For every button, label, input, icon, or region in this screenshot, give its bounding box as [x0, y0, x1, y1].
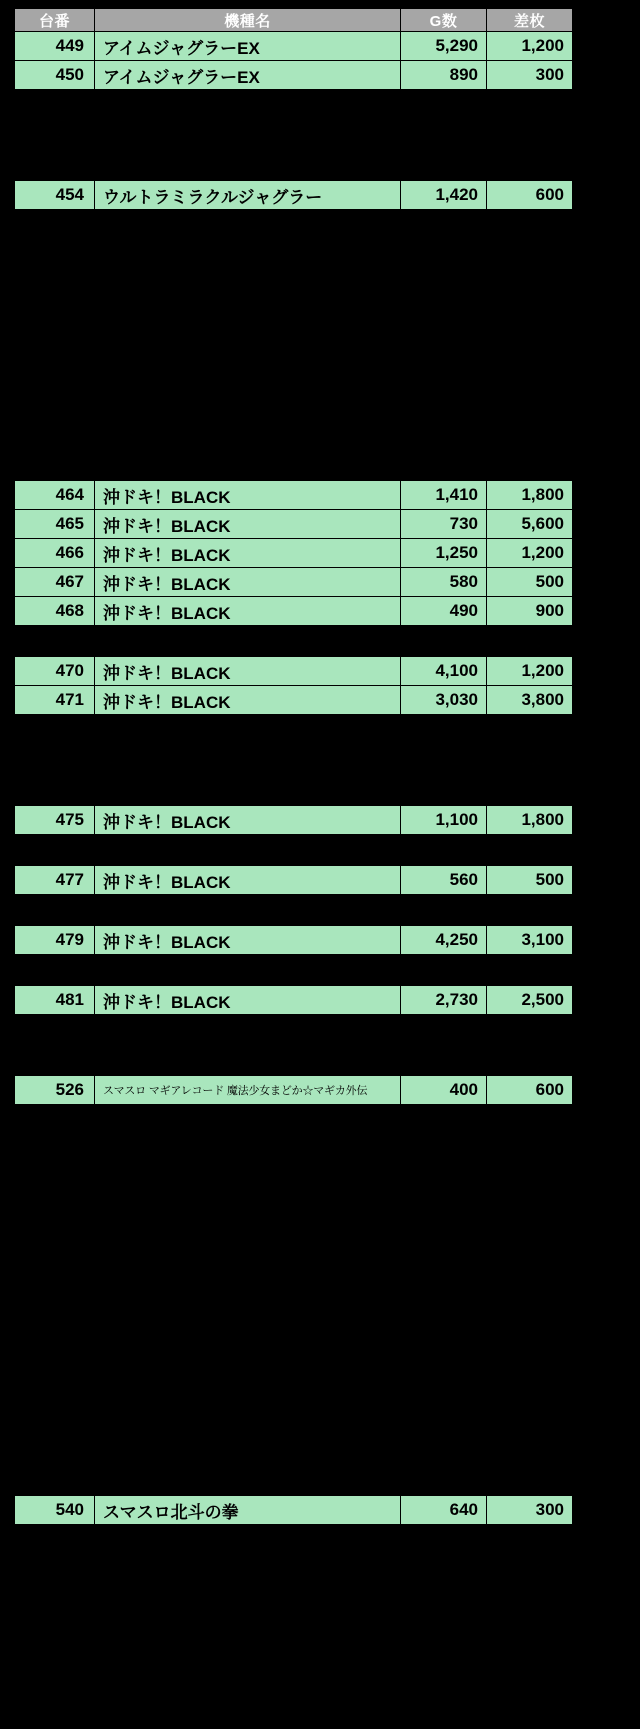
cell-machine-number: 479: [15, 926, 95, 955]
empty-spacer-cell: [15, 1255, 573, 1285]
empty-spacer-cell: [15, 120, 573, 150]
empty-spacer-cell: [15, 390, 573, 420]
empty-spacer-cell: [15, 1015, 573, 1046]
cell-difference: 3,800: [487, 686, 573, 715]
cell-machine-name: スマスロ北斗の拳: [95, 1496, 401, 1525]
empty-spacer-cell: [15, 775, 573, 806]
empty-spacer-row: [15, 270, 573, 300]
empty-spacer-cell: [15, 1405, 573, 1435]
cell-difference: 1,800: [487, 481, 573, 510]
empty-spacer-cell: [15, 745, 573, 775]
cell-games: 4,250: [401, 926, 487, 955]
empty-spacer-row: [15, 1225, 573, 1255]
empty-spacer-cell: [15, 420, 573, 450]
empty-spacer-cell: [15, 1435, 573, 1465]
empty-spacer-cell: [15, 835, 573, 866]
cell-machine-number: 465: [15, 510, 95, 539]
empty-spacer-cell: [15, 240, 573, 270]
cell-difference: 900: [487, 597, 573, 626]
cell-machine-number: 477: [15, 866, 95, 895]
cell-machine-number: 481: [15, 986, 95, 1015]
results-table: [14, 8, 573, 1525]
cell-difference: 300: [487, 1496, 573, 1525]
cell-machine-number: 454: [15, 181, 95, 210]
cell-machine-name: 沖ドキ！BLACK: [95, 597, 401, 626]
cell-difference: 600: [487, 181, 573, 210]
header-machine-name: 機種名: [95, 9, 401, 32]
empty-spacer-row: [15, 330, 573, 360]
empty-spacer-cell: [15, 300, 573, 330]
empty-spacer-row: [15, 1465, 573, 1496]
empty-spacer-row: [15, 1345, 573, 1375]
empty-spacer-cell: [15, 1225, 573, 1255]
cell-machine-number: 475: [15, 806, 95, 835]
table-row[interactable]: [15, 32, 573, 61]
empty-spacer-row: [15, 1045, 573, 1076]
slot-machine-results-sheet: [14, 8, 572, 1525]
empty-spacer-cell: [15, 1465, 573, 1496]
empty-spacer-cell: [15, 450, 573, 481]
empty-spacer-row: [15, 1195, 573, 1225]
empty-spacer-row: [15, 420, 573, 450]
table-row[interactable]: [15, 986, 573, 1015]
empty-spacer-cell: [15, 330, 573, 360]
empty-spacer-row: [15, 955, 573, 986]
cell-difference: 600: [487, 1076, 573, 1105]
cell-difference: 2,500: [487, 986, 573, 1015]
cell-machine-number: 468: [15, 597, 95, 626]
cell-machine-name: アイムジャグラーEX: [95, 32, 401, 61]
empty-spacer-cell: [15, 1165, 573, 1195]
empty-spacer-cell: [15, 1315, 573, 1345]
table-row[interactable]: [15, 657, 573, 686]
cell-games: 4,100: [401, 657, 487, 686]
empty-spacer-cell: [15, 1135, 573, 1165]
cell-machine-number: 449: [15, 32, 95, 61]
cell-machine-number: 464: [15, 481, 95, 510]
cell-difference: 5,600: [487, 510, 573, 539]
cell-machine-name: 沖ドキ！BLACK: [95, 686, 401, 715]
empty-spacer-cell: [15, 270, 573, 300]
cell-difference: 300: [487, 61, 573, 90]
empty-spacer-row: [15, 1165, 573, 1195]
table-row[interactable]: [15, 866, 573, 895]
empty-spacer-row: [15, 1105, 573, 1136]
cell-machine-number: 526: [15, 1076, 95, 1105]
empty-spacer-row: [15, 450, 573, 481]
table-row[interactable]: [15, 806, 573, 835]
empty-spacer-row: [15, 745, 573, 775]
empty-spacer-cell: [15, 1285, 573, 1315]
cell-games: 730: [401, 510, 487, 539]
empty-spacer-row: [15, 1435, 573, 1465]
header-difference: 差枚: [487, 9, 573, 32]
cell-games: 560: [401, 866, 487, 895]
empty-spacer-row: [15, 390, 573, 420]
empty-spacer-cell: [15, 1045, 573, 1076]
empty-spacer-row: [15, 120, 573, 150]
cell-machine-name: 沖ドキ！BLACK: [95, 986, 401, 1015]
empty-spacer-row: [15, 895, 573, 926]
cell-games: 580: [401, 568, 487, 597]
cell-games: 1,100: [401, 806, 487, 835]
empty-spacer-cell: [15, 955, 573, 986]
empty-spacer-row: [15, 210, 573, 241]
table-row[interactable]: [15, 686, 573, 715]
empty-spacer-row: [15, 150, 573, 181]
cell-difference: 1,200: [487, 539, 573, 568]
empty-spacer-row: [15, 626, 573, 657]
cell-machine-number: 466: [15, 539, 95, 568]
empty-spacer-row: [15, 300, 573, 330]
cell-difference: 1,200: [487, 657, 573, 686]
cell-games: 490: [401, 597, 487, 626]
empty-spacer-cell: [15, 150, 573, 181]
empty-spacer-cell: [15, 1105, 573, 1136]
table-row[interactable]: [15, 568, 573, 597]
empty-spacer-cell: [15, 210, 573, 241]
table-row[interactable]: [15, 61, 573, 90]
empty-spacer-row: [15, 835, 573, 866]
cell-games: 1,420: [401, 181, 487, 210]
cell-machine-name: スマスロ マギアレコード 魔法少女まどか☆マギカ外伝: [95, 1076, 401, 1105]
cell-games: 1,250: [401, 539, 487, 568]
cell-machine-number: 471: [15, 686, 95, 715]
empty-spacer-row: [15, 1405, 573, 1435]
cell-machine-name: アイムジャグラーEX: [95, 61, 401, 90]
table-row[interactable]: [15, 926, 573, 955]
cell-games: 890: [401, 61, 487, 90]
empty-spacer-row: [15, 1315, 573, 1345]
empty-spacer-row: [15, 90, 573, 121]
table-row[interactable]: [15, 1076, 573, 1105]
empty-spacer-row: [15, 1375, 573, 1405]
cell-difference: 3,100: [487, 926, 573, 955]
table-row[interactable]: [15, 481, 573, 510]
cell-games: 400: [401, 1076, 487, 1105]
cell-games: 640: [401, 1496, 487, 1525]
cell-machine-number: 540: [15, 1496, 95, 1525]
empty-spacer-cell: [15, 715, 573, 746]
empty-spacer-row: [15, 715, 573, 746]
empty-spacer-row: [15, 1285, 573, 1315]
cell-machine-name: 沖ドキ！BLACK: [95, 657, 401, 686]
empty-spacer-cell: [15, 626, 573, 657]
results-table-body: [15, 9, 573, 1525]
cell-difference: 500: [487, 568, 573, 597]
empty-spacer-cell: [15, 360, 573, 390]
cell-machine-number: 467: [15, 568, 95, 597]
cell-machine-name: ウルトラミラクルジャグラー: [95, 181, 401, 210]
cell-games: 1,410: [401, 481, 487, 510]
empty-spacer-row: [15, 1015, 573, 1046]
empty-spacer-cell: [15, 1345, 573, 1375]
empty-spacer-cell: [15, 1375, 573, 1405]
cell-difference: 1,800: [487, 806, 573, 835]
table-row[interactable]: [15, 181, 573, 210]
cell-machine-name: 沖ドキ！BLACK: [95, 539, 401, 568]
header-games: G数: [401, 9, 487, 32]
cell-machine-name: 沖ドキ！BLACK: [95, 568, 401, 597]
table-header-row: [15, 9, 573, 32]
empty-spacer-row: [15, 360, 573, 390]
cell-machine-number: 450: [15, 61, 95, 90]
header-machine-number: 台番: [15, 9, 95, 32]
empty-spacer-row: [15, 1135, 573, 1165]
cell-games: 5,290: [401, 32, 487, 61]
cell-machine-name: 沖ドキ！BLACK: [95, 806, 401, 835]
empty-spacer-cell: [15, 895, 573, 926]
cell-machine-number: 470: [15, 657, 95, 686]
cell-difference: 1,200: [487, 32, 573, 61]
cell-machine-name: 沖ドキ！BLACK: [95, 926, 401, 955]
table-row[interactable]: [15, 1496, 573, 1525]
cell-games: 3,030: [401, 686, 487, 715]
cell-machine-name: 沖ドキ！BLACK: [95, 510, 401, 539]
empty-spacer-cell: [15, 1195, 573, 1225]
cell-machine-name: 沖ドキ！BLACK: [95, 866, 401, 895]
cell-games: 2,730: [401, 986, 487, 1015]
cell-machine-name: 沖ドキ！BLACK: [95, 481, 401, 510]
table-row[interactable]: [15, 539, 573, 568]
cell-difference: 500: [487, 866, 573, 895]
empty-spacer-row: [15, 240, 573, 270]
table-row[interactable]: [15, 510, 573, 539]
empty-spacer-row: [15, 775, 573, 806]
empty-spacer-cell: [15, 90, 573, 121]
empty-spacer-row: [15, 1255, 573, 1285]
table-row[interactable]: [15, 597, 573, 626]
